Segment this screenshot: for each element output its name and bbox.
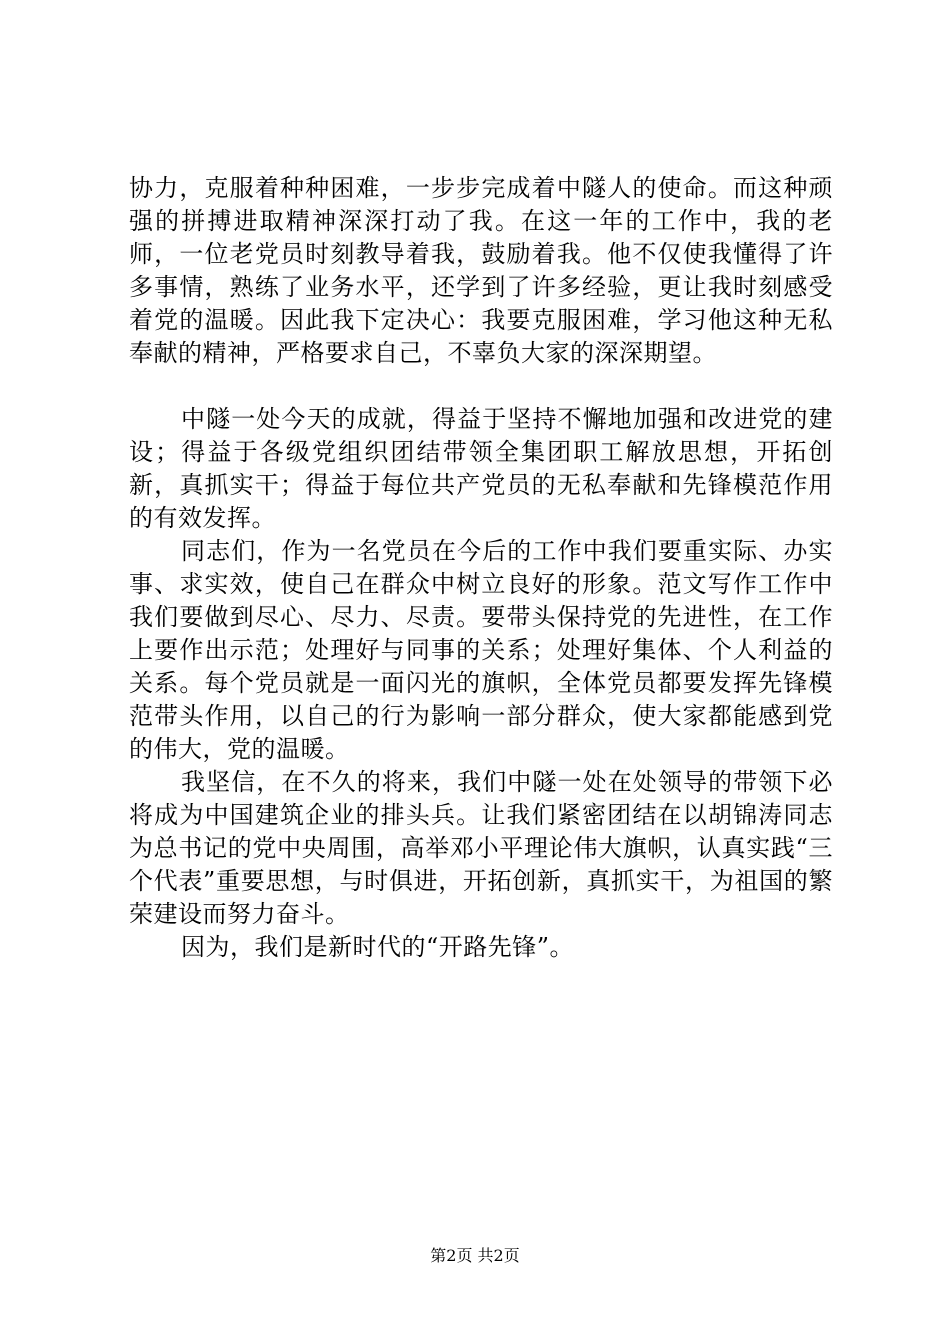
document-body	[129, 172, 833, 964]
paragraph-3: 同志们，作为一名党员在今后的工作中我们要重实际、办实事、求实效，使自己在群众中树立良好的形象。范文写作工作中我们要做到尽心、尽力、尽责。要带头保持党的先进性，在工作上要作出示范；处理好与同事的关系；处理好集体、个人利益的关系。每个党员就是一面闪光的旗帜，全体党员都要发挥先锋模范带头作用，以自己的行为影响一部分群众，使大家都能感到党的伟大，党的温暖。	[129, 537, 833, 763]
paragraph-2: 中隧一处今天的成就，得益于坚持不懈地加强和改进党的建设；得益于各级党组织团结带领全集团职工解放思想，开拓创新，真抓实干；得益于每位共产党员的无私奉献和先锋模范作用的有效发挥。	[129, 405, 833, 532]
page-number-footer: 第2页 共2页	[430, 1246, 520, 1265]
paragraph-1: 协力，克服着种种困难，一步步完成着中隧人的使命。而这种顽强的拼搏进取精神深深打动了我。在这一年的工作中，我的老师，一位老党员时刻教导着我，鼓励着我。他不仅使我懂得了许多事情，熟练了业务水平，还学到了许多经验，更让我时刻感受着党的温暖。因此我下定决心：我要克服困难，学习他这种无私奉献的精神，严格要求自己，不辜负大家的深深期望。	[129, 174, 833, 367]
paragraph-4: 我坚信，在不久的将来，我们中隧一处在处领导的带领下必将成为中国建筑企业的排头兵。让我们紧密团结在以胡锦涛同志为总书记的党中央周围，高举邓小平理论伟大旗帜，认真实践“三个代表”重要思想，与时俱进，开拓创新，真抓实干，为祖国的繁荣建设而努力奋斗。	[129, 768, 833, 928]
paragraph-5: 因为，我们是新时代的“开路先锋”。	[181, 933, 575, 961]
